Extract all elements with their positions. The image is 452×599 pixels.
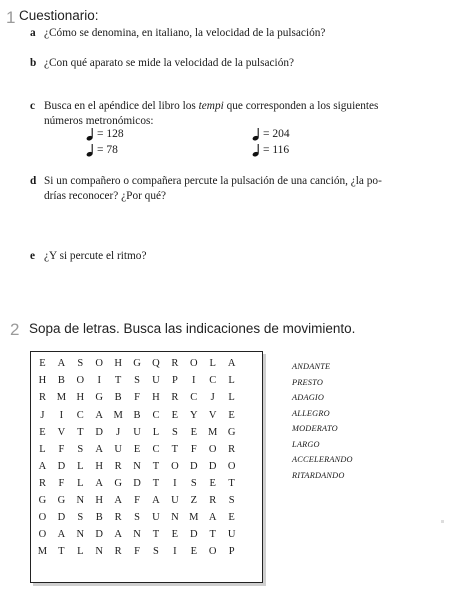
- grid-cell: A: [114, 529, 122, 541]
- grid-cell: A: [208, 511, 217, 523]
- grid-cell: N: [133, 529, 141, 541]
- grid-cell: G: [133, 358, 141, 370]
- grid-cell: F: [58, 477, 65, 489]
- metronome-value: = 78: [97, 144, 118, 156]
- word-list-item: ADAGIO: [292, 393, 325, 402]
- word-list-item: ACCELERANDO: [292, 455, 353, 464]
- grid-cell: U: [152, 375, 160, 387]
- grid-cell: O: [189, 358, 198, 370]
- grid-cell: H: [114, 358, 122, 370]
- question-e: [30, 249, 146, 264]
- grid-cell: S: [134, 375, 140, 387]
- grid-cell: L: [77, 460, 84, 472]
- grid-cell: R: [228, 443, 236, 455]
- grid-cell: N: [95, 546, 103, 558]
- grid-cell: N: [133, 460, 141, 472]
- grid-cell: U: [152, 511, 160, 523]
- grid-cell: L: [77, 477, 84, 489]
- grid-cell: R: [171, 358, 179, 370]
- grid-cell: M: [56, 392, 67, 404]
- grid-cell: F: [134, 392, 140, 404]
- grid-cell: G: [38, 494, 47, 506]
- grid-cell: F: [58, 443, 65, 455]
- question-letter: e: [30, 250, 36, 262]
- section-1-title: Cuestionario:: [19, 8, 99, 23]
- grid-cell: S: [190, 477, 197, 489]
- grid-cell: G: [114, 477, 122, 489]
- grid-cell: Y: [189, 409, 198, 421]
- grid-cell: J: [40, 409, 45, 421]
- grid-cell: T: [152, 529, 160, 541]
- grid-cell: S: [77, 511, 84, 523]
- section-2-title: Sopa de letras. Busca las indicaciones de movimiento.: [29, 321, 356, 336]
- grid-cell: N: [171, 511, 179, 523]
- grid-cell: B: [114, 392, 122, 404]
- grid-cell: I: [173, 477, 177, 489]
- quarter-note-icon: [252, 143, 260, 157]
- grid-cell: M: [113, 409, 123, 421]
- grid-cell: A: [114, 494, 122, 506]
- question-text: ¿Y si percute el ritmo?: [44, 250, 147, 262]
- grid-cell: A: [152, 494, 160, 506]
- grid-cell: R: [114, 546, 122, 558]
- grid-cell: B: [95, 511, 103, 523]
- grid-cell: O: [227, 460, 236, 472]
- grid-cell: C: [152, 409, 160, 421]
- grid-cell: J: [210, 392, 215, 404]
- grid-cell: L: [209, 358, 216, 370]
- grid-cell: V: [208, 409, 217, 421]
- grid-cell: R: [114, 511, 122, 523]
- question-c: [30, 99, 378, 129]
- grid-cell: F: [134, 494, 140, 506]
- grid-cell: P: [171, 375, 178, 387]
- grid-cell: U: [133, 426, 141, 438]
- grid-cell: V: [57, 426, 66, 438]
- grid-cell: H: [152, 392, 160, 404]
- question-letter: d: [30, 175, 37, 187]
- grid-cell: R: [171, 392, 179, 404]
- question-letter: a: [30, 27, 36, 39]
- grid-cell: R: [38, 392, 46, 404]
- grid-cell: E: [39, 358, 46, 370]
- grid-cell: E: [190, 426, 197, 438]
- grid-cell: I: [173, 546, 177, 558]
- question-text-continued: drías reconocer? ¿Por qué?: [44, 190, 167, 202]
- grid-cell: S: [153, 546, 159, 558]
- grid-cell: C: [209, 375, 217, 387]
- section-2-number: 2: [10, 320, 20, 339]
- grid-cell: A: [38, 460, 47, 472]
- word-list-item: LARGO: [292, 439, 320, 449]
- word-list-item: PRESTO: [292, 377, 324, 387]
- question-d: [30, 174, 382, 204]
- grid-cell: C: [190, 392, 198, 404]
- grid-cell: T: [58, 546, 65, 558]
- grid-cell: S: [228, 494, 235, 506]
- grid-cell: C: [152, 443, 160, 455]
- grid-cell: S: [134, 511, 140, 523]
- grid-cell: A: [57, 529, 66, 541]
- question-letter: b: [30, 57, 37, 69]
- section-1-number: 1: [6, 8, 16, 27]
- grid-cell: A: [95, 409, 103, 421]
- grid-cell: D: [95, 529, 103, 541]
- metronome-item: [86, 127, 124, 141]
- metronome-value: = 204: [263, 128, 290, 140]
- grid-cell: D: [133, 477, 141, 489]
- grid-cell: B: [57, 375, 65, 387]
- grid-cell: D: [57, 460, 66, 472]
- grid-cell: E: [171, 529, 179, 541]
- grid-cell: T: [209, 529, 216, 541]
- word-search-grid: [30, 351, 263, 583]
- grid-cell: I: [97, 375, 101, 387]
- grid-cell: T: [152, 477, 160, 489]
- grid-cell: O: [171, 460, 179, 472]
- grid-cell: S: [77, 443, 84, 455]
- grid-cell: L: [39, 443, 46, 455]
- grid-cell: L: [228, 392, 235, 404]
- grid-cell: S: [77, 358, 84, 370]
- grid-cell: L: [77, 546, 84, 558]
- question-a: [30, 26, 325, 41]
- word-list-item: RITARDANDO: [292, 470, 345, 480]
- grid-cell: M: [37, 546, 48, 558]
- quarter-note-icon: [252, 127, 260, 141]
- grid-cell: E: [190, 546, 197, 558]
- grid-cell: H: [76, 392, 85, 404]
- grid-cell: N: [76, 529, 85, 541]
- word-list-item: MODERATO: [292, 424, 338, 433]
- grid-cell: L: [152, 426, 160, 438]
- question-b: [30, 56, 294, 71]
- grid-cell: E: [228, 511, 235, 523]
- grid-cell: J: [116, 426, 121, 438]
- grid-cell: T: [152, 460, 160, 472]
- grid-cell: E: [209, 477, 216, 489]
- grid-cell: D: [189, 529, 198, 541]
- grid-cell: N: [76, 494, 85, 506]
- word-list-item: ALLEGRO: [292, 408, 330, 418]
- grid-cell: T: [114, 375, 122, 387]
- scan-speck: [441, 520, 444, 523]
- question-text: Busca en el apéndice del libro los tempi que corresponden a los siguientes: [44, 100, 379, 112]
- grid-cell: I: [59, 409, 64, 421]
- grid-cell: D: [57, 511, 66, 523]
- grid-cell: E: [133, 443, 141, 455]
- grid-cell: T: [77, 426, 84, 438]
- metronome-item: [252, 127, 290, 141]
- grid-cell: O: [208, 546, 217, 558]
- grid-cell: G: [95, 392, 103, 404]
- metronome-value: = 128: [97, 128, 124, 140]
- grid-cell: E: [39, 426, 46, 438]
- tempi-term: tempi: [198, 100, 224, 112]
- grid-cell: R: [38, 477, 46, 489]
- question-text: Si un compañero o compañera percute la pulsación de una canción, ¿la po-: [44, 175, 382, 187]
- grid-cell: A: [95, 477, 103, 489]
- grid-cell: M: [189, 511, 199, 523]
- grid-cell: H: [38, 375, 47, 387]
- question-text: ¿Cómo se denomina, en italiano, la velocidad de la pulsación?: [44, 27, 326, 39]
- grid-cell: S: [171, 426, 178, 438]
- grid-cell: O: [95, 358, 103, 370]
- grid-cell: D: [208, 460, 217, 472]
- grid-cell: Q: [152, 358, 160, 370]
- grid-cell: F: [190, 443, 197, 455]
- grid-cell: C: [76, 409, 84, 421]
- grid-cell: A: [57, 358, 66, 370]
- grid-cell: U: [114, 443, 122, 455]
- grid-cell: A: [95, 443, 103, 455]
- grid-cell: D: [189, 460, 198, 472]
- grid-cell: Z: [190, 494, 197, 506]
- quarter-note-icon: [86, 127, 94, 141]
- grid-cell: H: [95, 494, 103, 506]
- grid-cell: D: [95, 426, 103, 438]
- grid-cell: O: [38, 511, 47, 523]
- grid-cell: E: [171, 409, 179, 421]
- grid-cell: G: [57, 494, 66, 506]
- grid-cell: E: [228, 409, 235, 421]
- grid-cell: L: [228, 375, 235, 387]
- grid-cell: R: [209, 494, 217, 506]
- grid-cell: O: [38, 529, 47, 541]
- grid-cell: T: [228, 477, 235, 489]
- grid-cell: A: [227, 358, 236, 370]
- grid-cell: F: [134, 546, 140, 558]
- word-list: [292, 362, 353, 486]
- quarter-note-icon: [86, 143, 94, 157]
- grid-cell: R: [114, 460, 122, 472]
- question-letter: c: [30, 100, 36, 112]
- word-list-item: ANDANTE: [292, 362, 331, 371]
- metronome-value: = 116: [263, 144, 290, 156]
- grid-cell: U: [171, 494, 179, 506]
- metronome-item: [252, 143, 289, 157]
- question-text-continued: números metronómicos:: [44, 115, 154, 127]
- question-text: ¿Con qué aparato se mide la velocidad de la pulsación?: [44, 57, 295, 69]
- grid-cell: H: [95, 460, 103, 472]
- grid-cell: U: [227, 529, 236, 541]
- grid-cell: M: [208, 426, 218, 438]
- metronome-item: [86, 143, 118, 157]
- grid-cell: O: [76, 375, 85, 387]
- grid-cell: G: [227, 426, 236, 438]
- grid-cell: I: [192, 375, 196, 387]
- grid-cell: T: [171, 443, 179, 455]
- grid-cell: P: [228, 546, 235, 558]
- grid-cell: B: [133, 409, 141, 421]
- grid-cell: O: [208, 443, 217, 455]
